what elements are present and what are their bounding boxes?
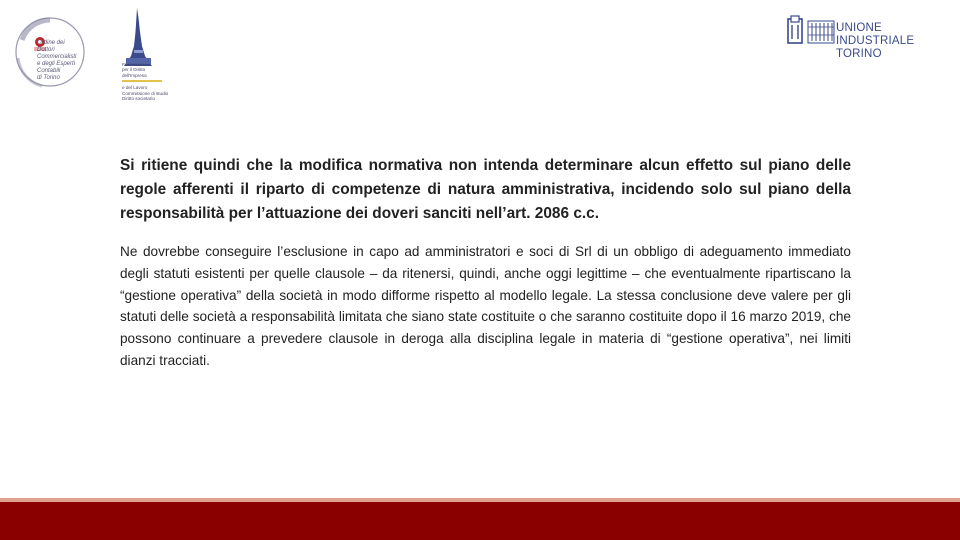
mole-logo-text: Fondazione per il Diritto dell'Impresa e del Lavoro Commissione di studio Diritto societario	[122, 62, 169, 102]
unione-industriale-name: UNIONE INDUSTRIALE TORINO	[836, 22, 915, 60]
lead-paragraph: Si ritiene quindi che la modifica normativa non intenda determinare alcun effetto sul piano delle regole afferenti il riparto di competenze di natura amministrativa, incidendo solo sul piano della responsabilità per l’attuazione dei doveri sanciti nell’art. 2086 c.c.	[120, 157, 851, 222]
odcec-logo-text: Ordine dei Dottori Commercialisti e degli Esperti Contabili di Torino	[37, 40, 77, 81]
footer-bar	[0, 502, 960, 540]
body-paragraph: Ne dovrebbe conseguire l’esclusione in capo ad amministratori e soci di Srl di un obbligo di adeguamento immediato degli statuti esistenti per quelle clausole – da ritenersi, quindi, anche oggi legittime – che eventualmente ripartiscano la “gestione operativa” della società in modo difforme rispetto al modello legale. La stessa conclusione deve valere per gli statuti delle società a responsabilità limitata che siano state costituite o che saranno costituite dopo il 16 marzo 2019, che possono continuare a prevedere clausole in deroga alla disciplina legale in materia di “gestione operativa”, nei limiti dianzi tracciati.	[120, 244, 851, 368]
